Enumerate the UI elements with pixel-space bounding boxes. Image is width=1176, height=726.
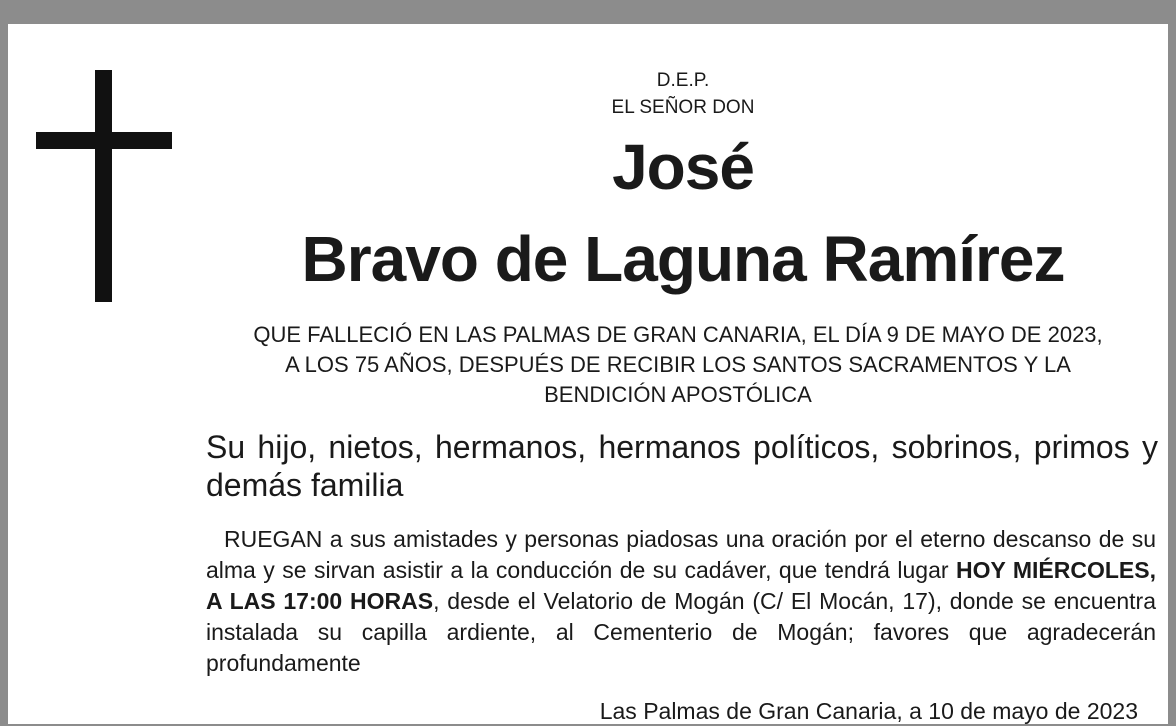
cross-icon (36, 70, 174, 306)
dep-label: D.E.P. (656, 70, 710, 91)
obituary-notice (8, 24, 1168, 724)
honorific-line: EL SEÑOR DON (611, 97, 755, 118)
request-time-highlight: HOY MIÉRCOLES, A LAS 17:00 HORAS (206, 557, 1156, 614)
funeral-request (206, 524, 1156, 679)
cross-horizontal-bar (36, 132, 172, 149)
death-details-line: A LOS 75 AÑOS, DESPUÉS DE RECIBIR LOS SANTOS SACRAMENTOS Y LA (285, 352, 1071, 377)
death-details (208, 320, 1148, 410)
request-text-end: , desde el Velatorio de Mogán (C/ El Mocán, 17), donde se encuentra instalada su capilla ardiente, al Cementerio de Mogán; favores que agradecerán profundamente (206, 588, 1156, 676)
death-details-line: BENDICIÓN APOSTÓLICA (544, 382, 812, 407)
request-text-start: RUEGAN a sus amistades y personas piadosas una oración por el eterno descanso de su alma y se sirvan asistir a la conducción de su cadáver, que tendrá lugar (206, 526, 1156, 583)
deceased-surnames: Bravo de Laguna Ramírez (301, 223, 1065, 295)
deceased-first-name: José (612, 131, 754, 203)
place-and-date: Las Palmas de Gran Canaria, a 10 de mayo de 2023 (599, 698, 1138, 724)
cross-vertical-bar (95, 70, 112, 302)
family-mourners: Su hijo, nietos, hermanos, hermanos políticos, sobrinos, primos y demás familia (206, 429, 1158, 503)
death-details-line: QUE FALLECIÓ EN LAS PALMAS DE GRAN CANARIA, EL DÍA 9 DE MAYO DE 2023, (253, 322, 1103, 347)
